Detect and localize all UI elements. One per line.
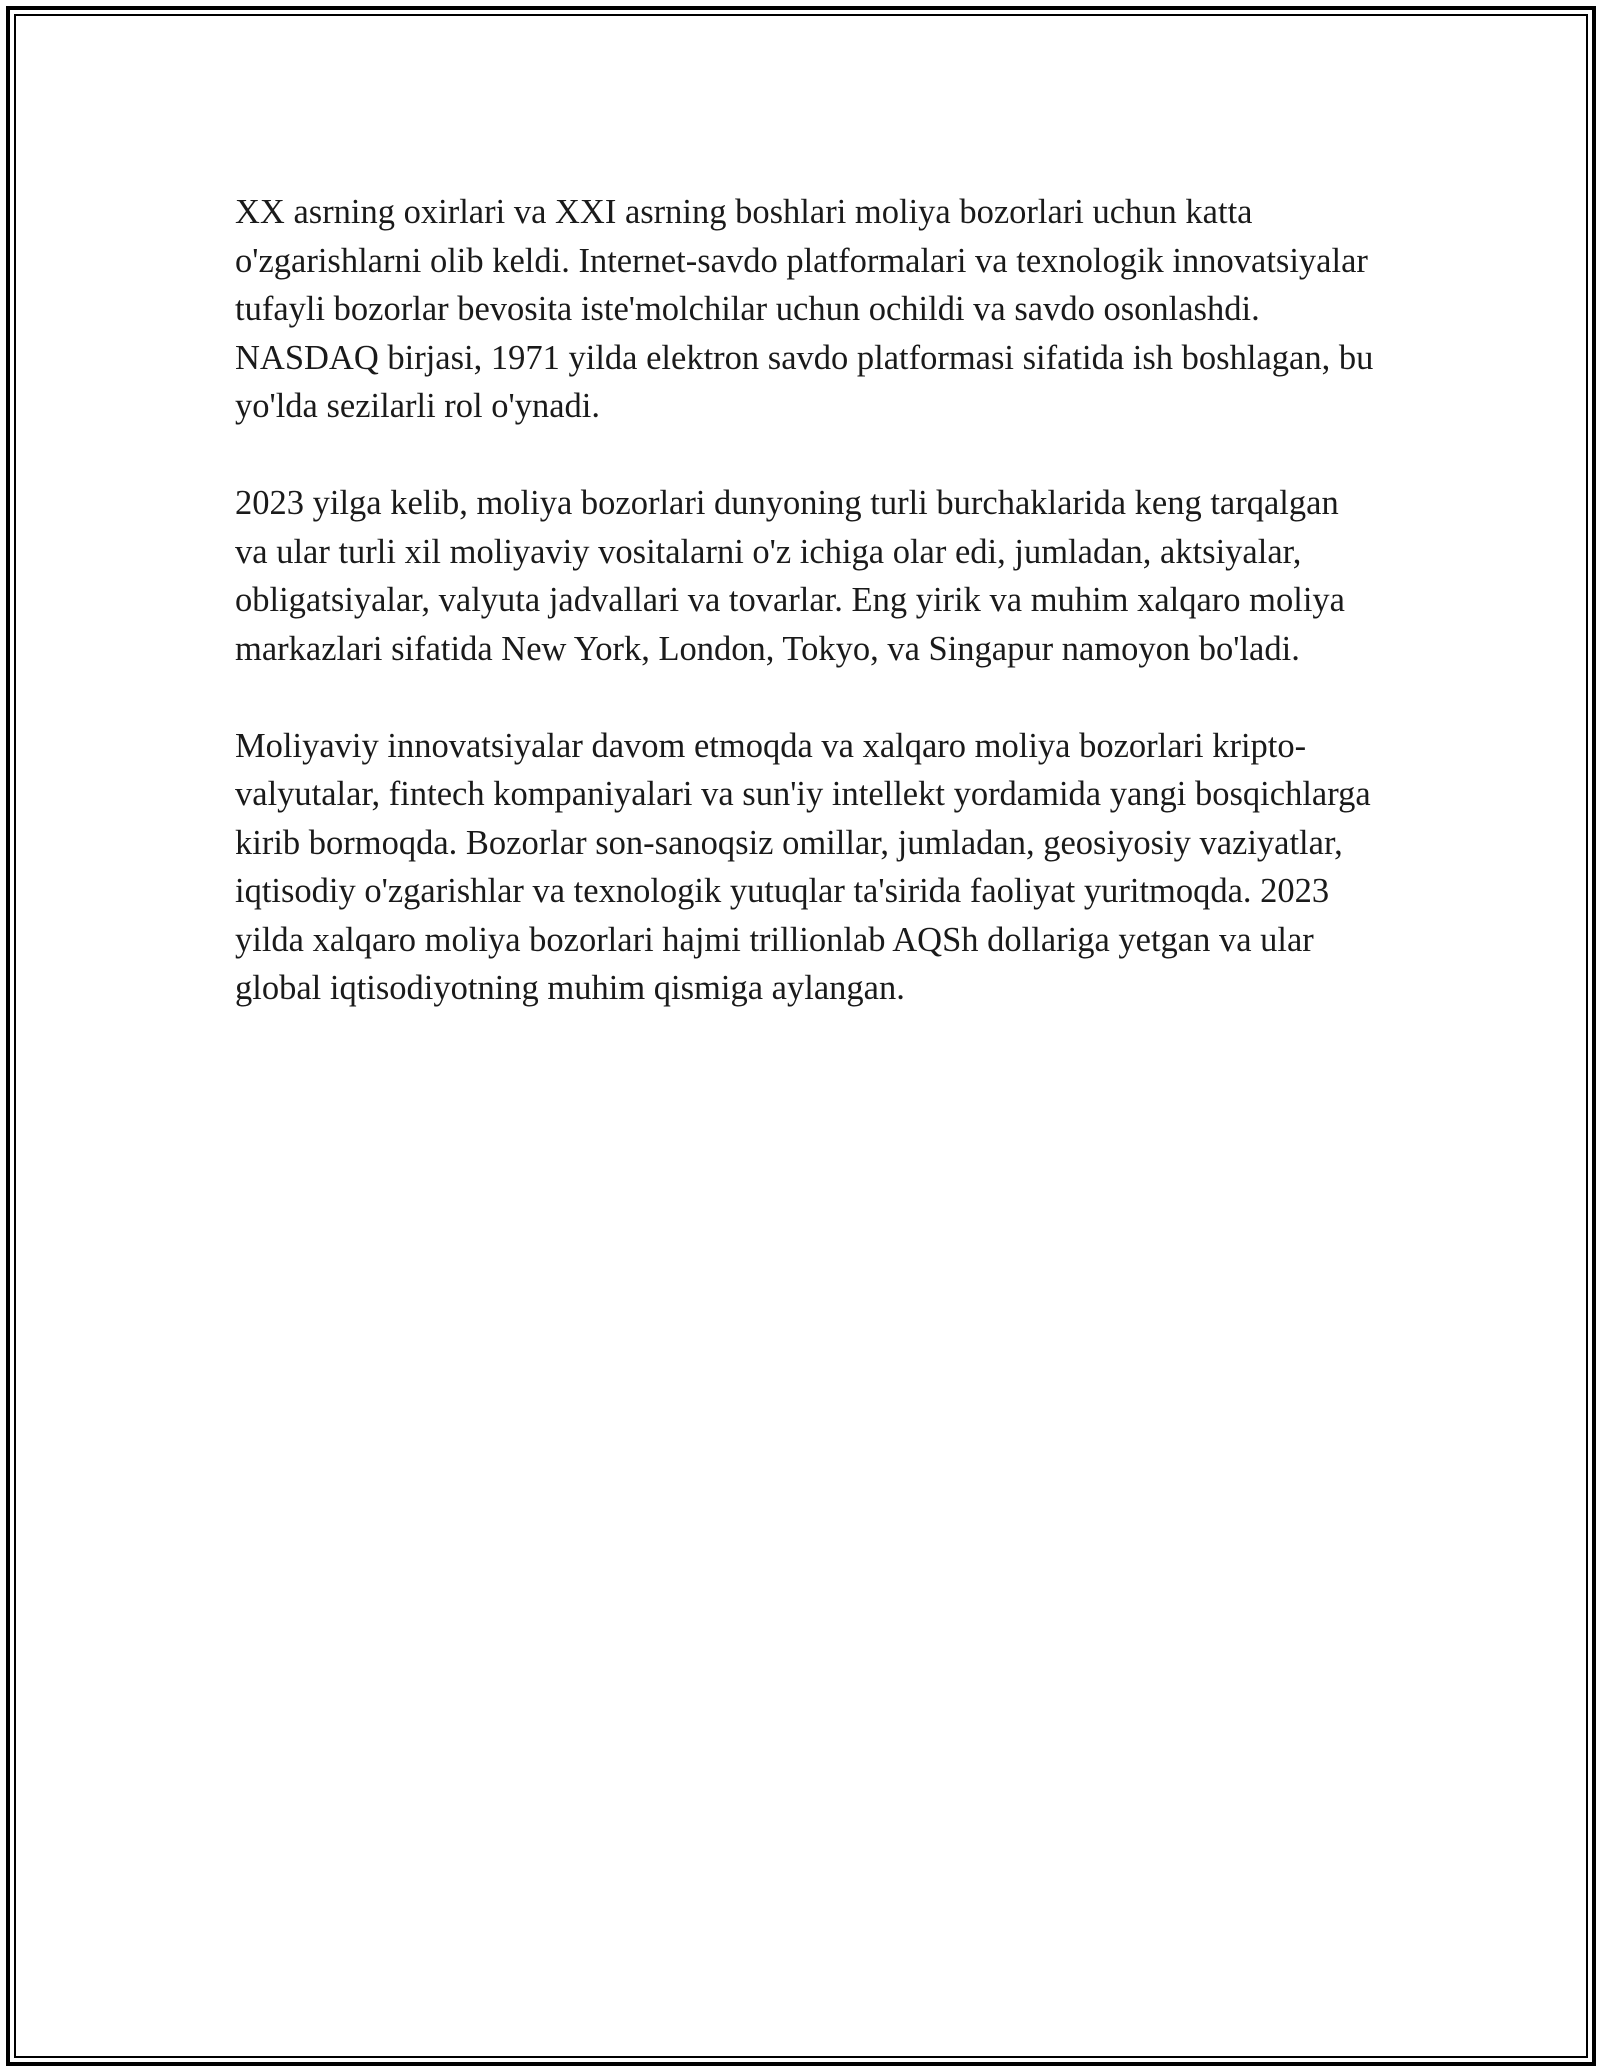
document-body xyxy=(235,188,1375,1061)
paragraph-2: 2023 yilga kelib, moliya bozorlari dunyoning turli burchaklarida keng tarqalgan va ular turli xil moliyaviy vositalarni o'z ichiga olar edi, jumladan, aktsiyalar, obligatsiyalar, valyuta jadvallari va tovarlar. Eng yirik va muhim xalqaro moliya markazlari sifatida New York, London, Tokyo, va Singapur namoyon bo'ladi. xyxy=(235,484,1345,668)
paragraph-3: Moliyaviy innovatsiyalar davom etmoqda va xalqaro moliya bozorlari kripto-valyutalar, fintech kompaniyalari va sun'iy intellekt yordamida yangi bosqichlarga kirib bormoqda. Bozorlar son-sanoqsiz omillar, jumladan, geosiyosiy vaziyatlar, iqtisodiy o'zgarishlar va texnologik yutuqlar ta'sirida faoliyat yuritmoqda. 2023 yilda xalqaro moliya bozorlari hajmi trillionlab AQSh dollariga yetgan va ular global iqtisodiyotning muhim qismiga aylangan. xyxy=(235,726,1371,1007)
paragraph-1: XX asrning oxirlari va XXI asrning boshlari moliya bozorlari uchun katta o'zgarishlarni olib keldi. Internet-savdo platformalari va texnologik innovatsiyalar tufayli bozorlar bevosita iste'molchilar uchun ochildi va savdo osonlashdi. NASDAQ birjasi, 1971 yilda elektron savdo platformasi sifatida ish boshlagan, bu yo'lda sezilarli rol o'ynadi. xyxy=(235,193,1374,425)
